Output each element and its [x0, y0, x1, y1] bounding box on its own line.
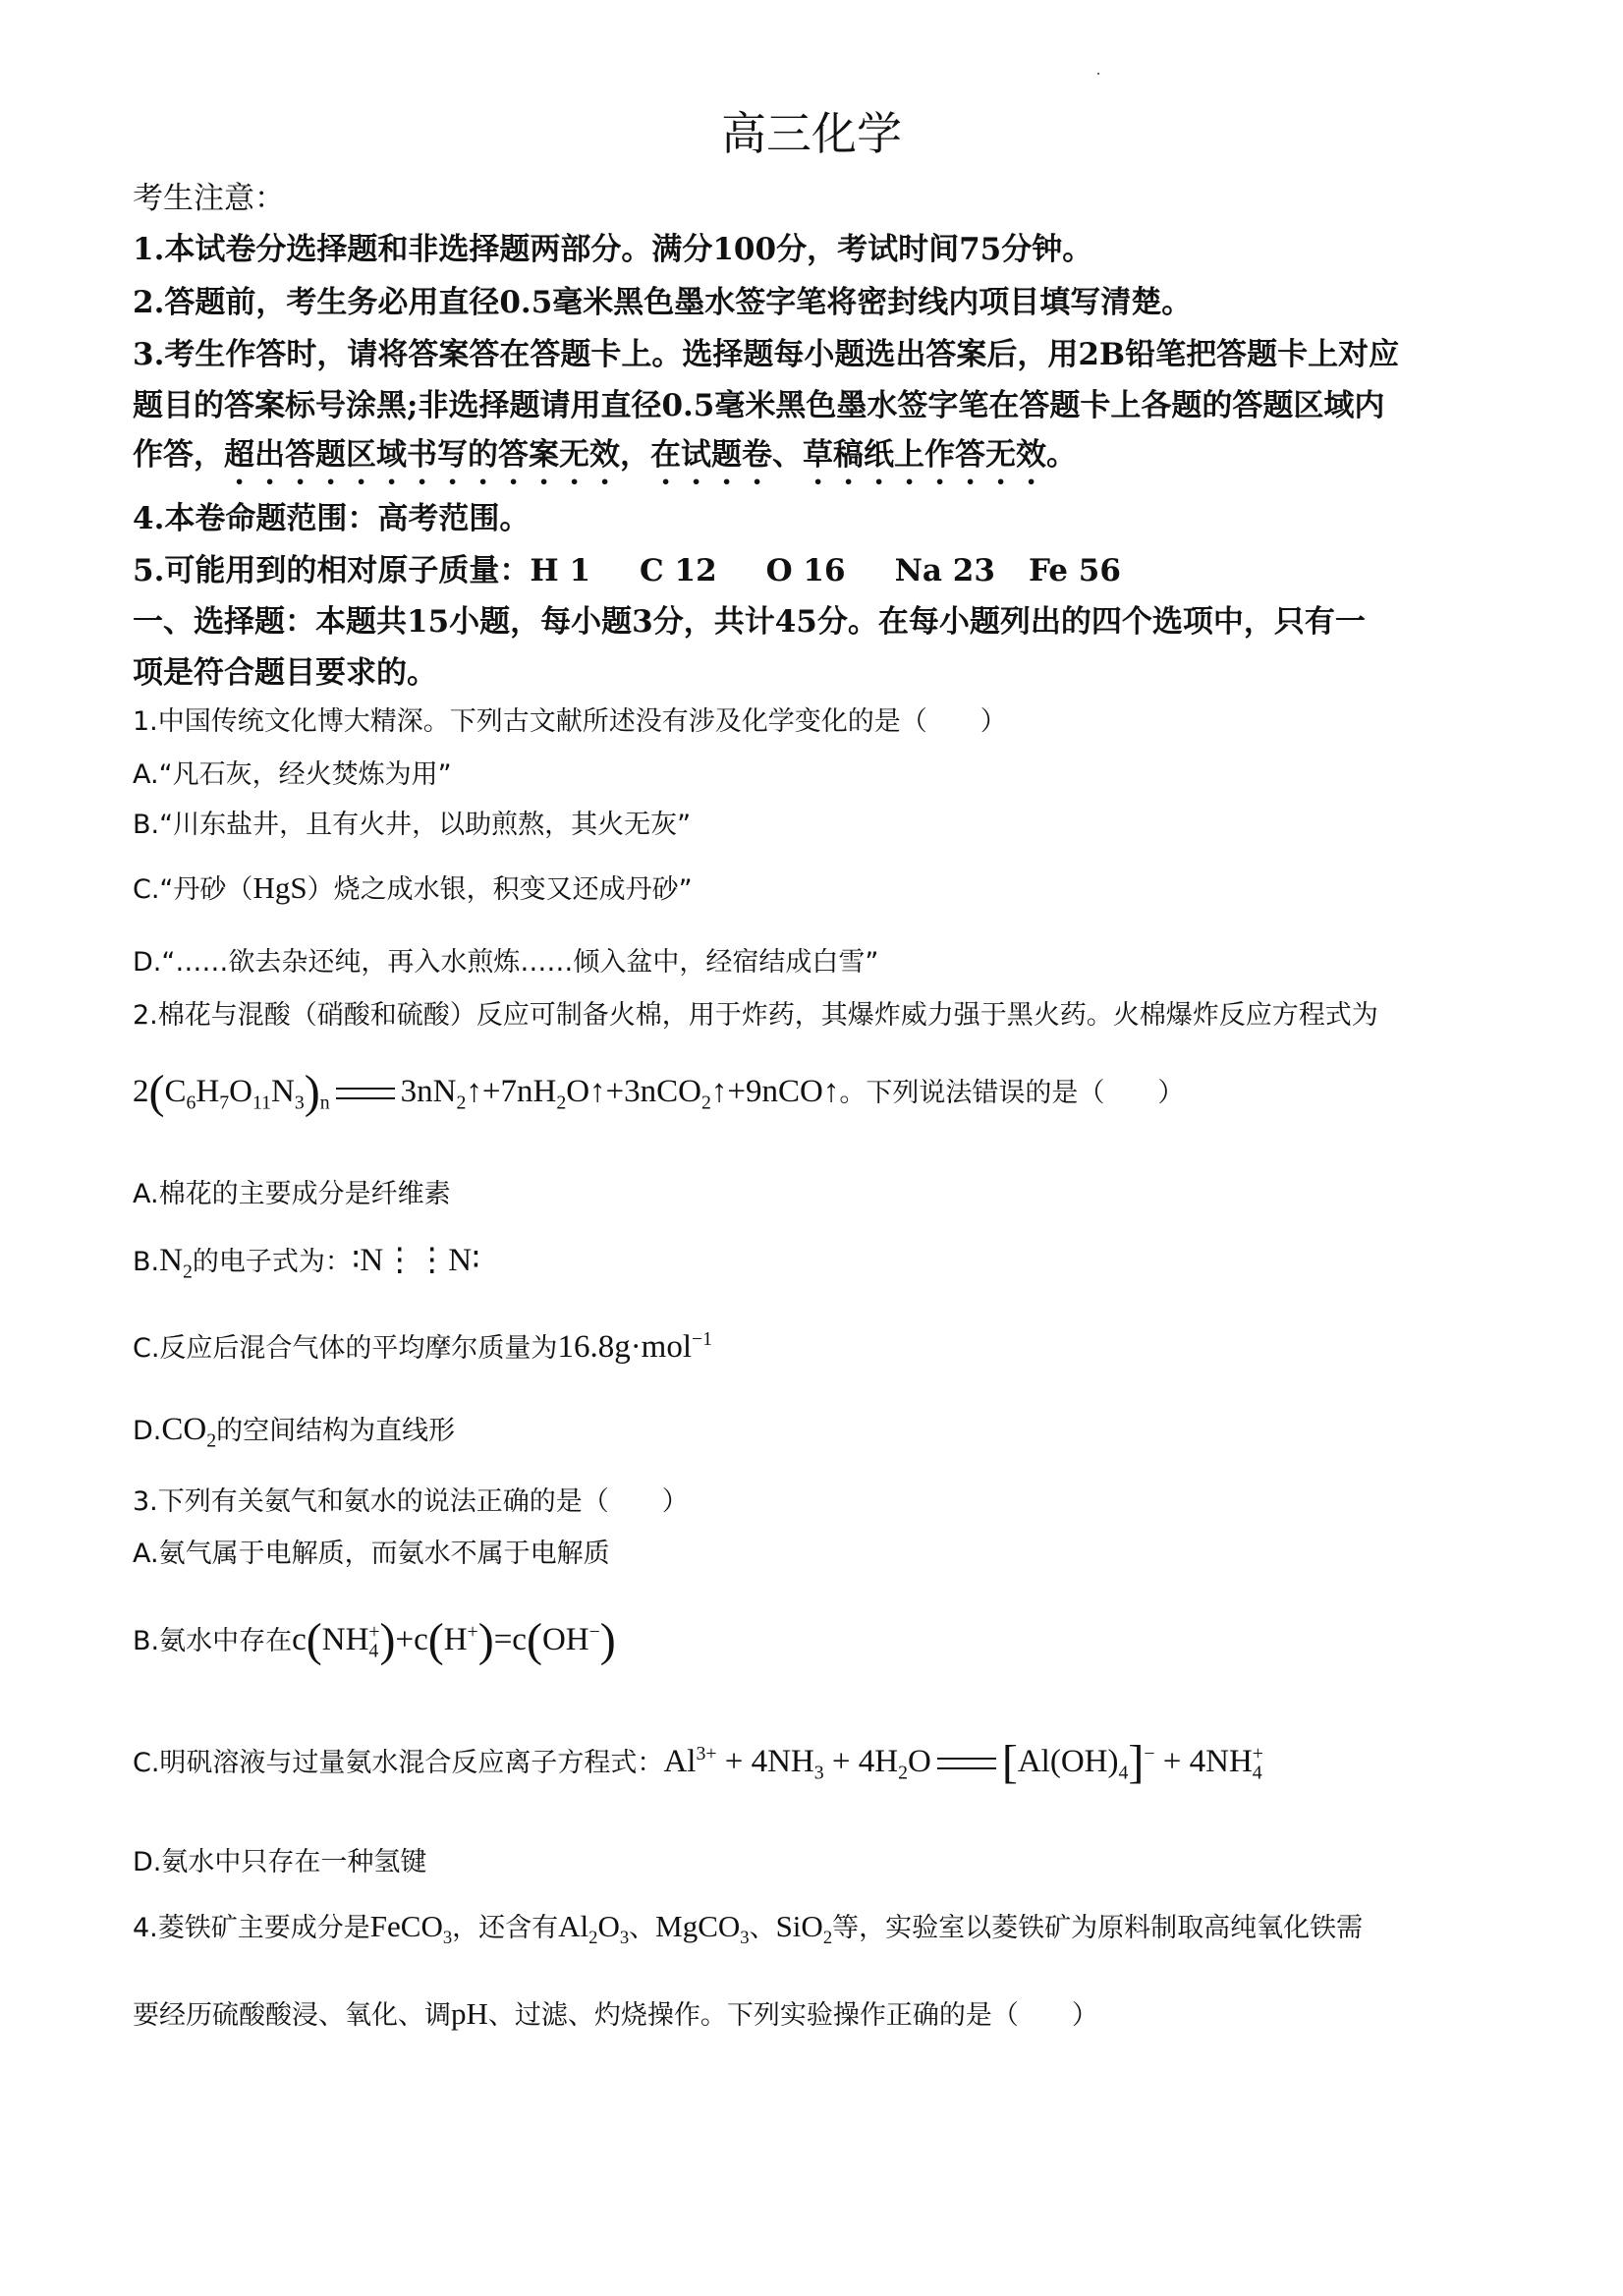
mass-label: 5.可能用到的相对原子质量： — [133, 553, 531, 588]
section-1-line-1: 一、选择题：本题共15小题，每小题3分，共计45分。在每小题列出的四个选项中，只有一 — [133, 604, 1366, 640]
q2-option-b-text: B. — [133, 1247, 160, 1277]
notice-item-4: 4.本卷命题范围：高考范围。 — [133, 501, 531, 536]
q2-equation-tail: 。下列说法错误的是（ ） — [839, 1078, 1185, 1108]
q1-stem: 1.中国传统文化博大精深。下列古文献所述没有涉及化学变化的是（ ） — [133, 706, 1007, 737]
q1-option-a: A.“凡石灰，经火焚炼为用” — [133, 759, 452, 790]
notice-item-3-line-1: 3.考生作答时，请将答案答在答题卡上。选择题每小题选出答案后，用2B铅笔把答题卡上对应 — [133, 337, 1400, 372]
mass-c: C 12 — [640, 553, 717, 588]
emphasis-text: 超出答题区域书写的答案无效 — [224, 437, 620, 473]
hgs-formula: HgS — [252, 870, 308, 905]
q2-equation-line — [133, 1066, 1185, 1118]
page-title: 高三化学 — [721, 107, 902, 160]
molar-mass-exponent: −1 — [692, 1328, 713, 1350]
q3-option-c-text: C.明矾溶液与过量氨水混合反应离子方程式： — [133, 1748, 664, 1778]
q3-stem: 3.下列有关氨气和氨水的说法正确的是（ ） — [133, 1486, 689, 1517]
q4-line-2 — [133, 1993, 1098, 2032]
molar-mass-number: 16.8g·mol — [557, 1329, 693, 1365]
scan-dot — [1097, 73, 1099, 75]
q2-option-d-text: 的空间结构为直线形 — [216, 1416, 456, 1446]
notice-item-1: 1.本试卷分选择题和非选择题两部分。满分100分，考试时间75分钟。 — [133, 232, 1093, 267]
q4-text: 、过滤、灼烧操作。下列实验操作正确的是（ ） — [487, 2000, 1098, 2031]
q3-option-c — [133, 1736, 1263, 1788]
q2-option-d — [133, 1409, 455, 1453]
q1-option-c-text: C.“丹砂（ — [133, 874, 253, 905]
q1-option-b: B.“川东盐井，且有火井，以助煎熬，其火无灰” — [133, 810, 692, 840]
q4-text: 等，实验室以菱铁矿为原料制取高纯氧化铁需 — [832, 1913, 1364, 1943]
q4-text: 、 — [749, 1913, 776, 1943]
q4-text: 要经历硫酸酸浸、氧化、调 — [133, 2000, 451, 2031]
notice-item-2: 2.答题前，考生务必用直径0.5毫米黑色墨水签字笔将密封线内项目填写清楚。 — [133, 285, 1193, 320]
feco3-formula: FeCO$_3$ — [369, 1909, 453, 1949]
co2-formula: $CO_2$ — [161, 1412, 217, 1452]
q4-text: 、 — [629, 1913, 656, 1943]
q1-option-c-text: ）烧之成水银，积变又还成丹砂” — [307, 874, 693, 905]
n2-electron-structure: ∶N⋮⋮N∶ — [351, 1243, 480, 1278]
q2-stem: 2.棉花与混酸（硝酸和硫酸）反应可制备火棉，用于炸药，其爆炸威力强于黑火药。火棉爆炸反应方程式为 — [133, 1000, 1378, 1031]
q4-line-1 — [133, 1906, 1363, 1949]
q2-option-b — [133, 1240, 480, 1284]
notice-text: 作答， — [133, 437, 224, 473]
q3-option-b — [133, 1614, 616, 1666]
mass-na: Na 23 — [894, 553, 995, 588]
al2o3-formula: $Al_2O_3$ — [558, 1909, 630, 1949]
q2-option-c-text: C.反应后混合气体的平均摩尔质量为 — [133, 1333, 558, 1364]
q4-text: 4.菱铁矿主要成分是 — [133, 1913, 370, 1943]
notice-heading: 考生注意： — [133, 181, 285, 216]
n2-formula: $N_2$ — [159, 1243, 193, 1283]
ph-term: pH — [451, 1996, 488, 2031]
notice-item-5 — [133, 545, 1121, 589]
section-1-line-2: 项是符合题目要求的。 — [133, 655, 437, 691]
mass-o: O 16 — [765, 553, 846, 588]
charge-balance-equation: $c(NH_4^+)+c(H^+)=c(OH^-)$ — [292, 1614, 616, 1666]
mass-fe: Fe 56 — [1028, 553, 1121, 588]
q2-option-a: A.棉花的主要成分是纤维素 — [133, 1179, 451, 1209]
q2-option-d-text: D. — [133, 1416, 162, 1446]
q3-option-a: A.氨气属于电解质，而氨水不属于电解质 — [133, 1539, 610, 1569]
notice-item-3-line-3 — [133, 429, 1077, 491]
emphasis-text: 在试题卷、草稿纸上作答无效 — [650, 437, 1046, 473]
mgco3-formula: MgCO$_3$ — [655, 1909, 750, 1949]
q1-option-d: D.“……欲去杂还纯，再入水煎炼……倾入盆中，经宿结成白雪” — [133, 947, 879, 978]
q2-equation: $2(C_6H_7O_{11}N_3)_n$ $3nN_2↑+7nH_2O↑+3nCO_2↑+9nCO↑$ — [133, 1066, 840, 1118]
q2-option-c — [133, 1326, 712, 1366]
alum-ionic-equation: $Al^{3+} + 4NH_3 + 4H_2O$ $[Al(OH)_4]^- + 4NH_4^+$ — [663, 1736, 1263, 1788]
mass-h: H 1 — [530, 553, 591, 588]
q4-text: ，还含有 — [452, 1913, 559, 1943]
q3-option-d: D.氨水中只存在一种氢键 — [133, 1847, 427, 1877]
q1-option-c — [133, 868, 693, 906]
molar-mass-value — [557, 1329, 712, 1365]
notice-text: ， — [620, 437, 650, 473]
notice-item-3-line-2: 题目的答案标号涂黑;非选择题请用直径0.5毫米黑色墨水签字笔在答题卡上各题的答题区域内 — [133, 388, 1385, 423]
sio2-formula: SiO$_2$ — [775, 1909, 833, 1949]
q3-option-b-text: B.氨水中存在 — [133, 1626, 293, 1656]
notice-text: 。 — [1046, 437, 1077, 473]
q2-option-b-text: 的电子式为： — [192, 1247, 352, 1277]
